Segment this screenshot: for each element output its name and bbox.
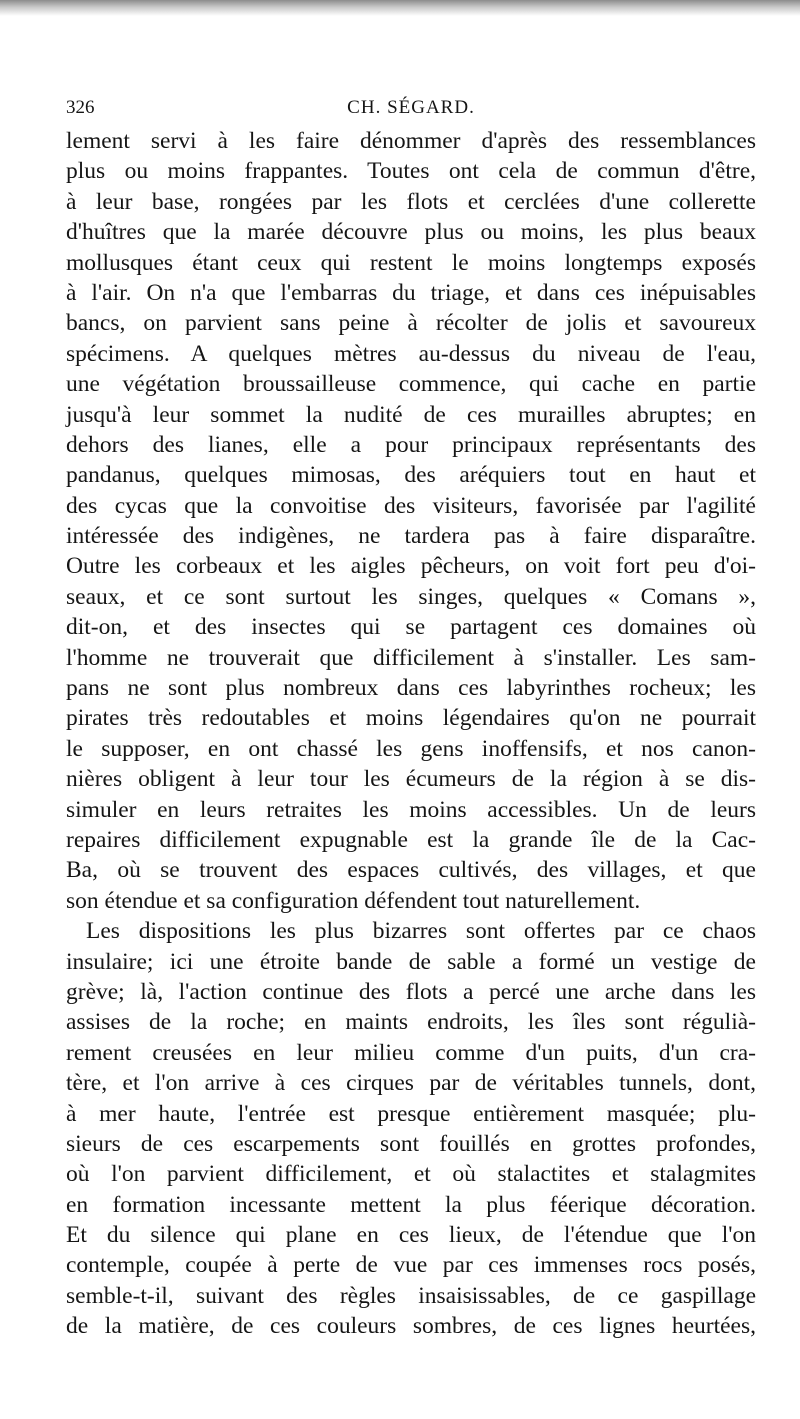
text-line: contemple, coupée à perte de vue par ces immenses rocs posés,	[66, 1252, 756, 1279]
text-line: grève; là, l'action continue des flots a percé une arche dans les	[66, 978, 756, 1005]
text-line: Outre les corbeaux et les aigles pêcheurs, on voit fort peu d'oi-	[66, 553, 756, 580]
text-line: le supposer, en ont chassé les gens inoffensifs, et nos canon-	[66, 735, 756, 762]
text-line: mollusques étant ceux qui restent le moins longtemps exposés	[66, 249, 756, 276]
text-line: Les dispositions les plus bizarres sont offertes par ce chaos	[86, 918, 756, 945]
text-line: Ba, où se trouvent des espaces cultivés, des villages, et que	[66, 857, 756, 884]
text-line: rement creusées en leur milieu comme d'un puits, d'un cra-	[66, 1039, 756, 1066]
text-line: assises de la roche; en maints endroits, les îles sont régulià-	[66, 1009, 756, 1036]
text-line: tère, et l'on arrive à ces cirques par de véritables tunnels, dont,	[66, 1070, 756, 1097]
text-line: une végétation broussailleuse commence, qui cache en partie	[66, 371, 756, 398]
text-line: d'huîtres que la marée découvre plus ou moins, les plus beaux	[66, 219, 756, 246]
text-line: semble-t-il, suivant des règles insaisissables, de ce gaspillage	[66, 1282, 756, 1309]
text-line: Et du silence qui plane en ces lieux, de l'étendue que l'on	[66, 1222, 756, 1249]
text-line: pandanus, quelques mimosas, des aréquiers tout en haut et	[66, 462, 756, 489]
text-line: sieurs de ces escarpements sont fouillés en grottes profondes,	[66, 1130, 756, 1157]
body-text	[66, 126, 756, 1342]
text-line: pirates très redoutables et moins légendaires qu'on ne pourrait	[66, 705, 756, 732]
text-line: l'homme ne trouverait que difficilement à s'installer. Les sam-	[66, 644, 756, 671]
text-line: des cycas que la convoitise des visiteurs, favorisée par l'agilité	[66, 492, 756, 519]
text-line: à leur base, rongées par les flots et cerclées d'une collerette	[66, 188, 756, 215]
page-number: 326	[66, 97, 95, 118]
text-line: son étendue et sa configuration défendent tout naturellement.	[66, 887, 641, 914]
running-title: CH. SÉGARD.	[347, 97, 475, 118]
scan-edge-shadow	[0, 0, 800, 16]
text-line: lement servi à les faire dénommer d'après des ressemblances	[66, 128, 756, 154]
text-line: nières obligent à leur tour les écumeurs de la région à se dis-	[66, 766, 756, 793]
text-line: intéressée des indigènes, ne tardera pas à faire disparaître.	[66, 523, 756, 550]
text-line: seaux, et ce sont surtout les singes, quelques « Comans »,	[66, 583, 756, 610]
text-line: jusqu'à leur sommet la nudité de ces murailles abruptes; en	[66, 401, 756, 428]
book-page	[66, 90, 756, 1342]
text-line: à l'air. On n'a que l'embarras du triage, et dans ces inépuisables	[66, 279, 756, 306]
text-line: insulaire; ici une étroite bande de sable a formé un vestige de	[66, 948, 756, 975]
text-line: repaires difficilement expugnable est la grande île de la Cac-	[66, 826, 756, 853]
text-line: dehors des lianes, elle a pour principaux représentants des	[66, 431, 756, 458]
text-line: bancs, on parvient sans peine à récolter de jolis et savoureux	[66, 310, 756, 337]
text-line: simuler en leurs retraites les moins accessibles. Un de leurs	[66, 796, 756, 823]
text-line: à mer haute, l'entrée est presque entièrement masquée; plu-	[66, 1100, 756, 1127]
text-line: où l'on parvient difficilement, et où stalactites et stalagmites	[66, 1161, 756, 1188]
text-line: en formation incessante mettent la plus féerique décoration.	[66, 1191, 756, 1218]
text-line: dit-on, et des insectes qui se partagent ces domaines où	[66, 614, 756, 641]
text-line: plus ou moins frappantes. Toutes ont cela de commun d'être,	[66, 158, 756, 185]
text-line: spécimens. A quelques mètres au-dessus du niveau de l'eau,	[66, 340, 756, 367]
text-line: de la matière, de ces couleurs sombres, de ces lignes heurtées,	[66, 1313, 756, 1340]
running-head	[66, 90, 756, 126]
text-line: pans ne sont plus nombreux dans ces labyrinthes rocheux; les	[66, 675, 756, 702]
